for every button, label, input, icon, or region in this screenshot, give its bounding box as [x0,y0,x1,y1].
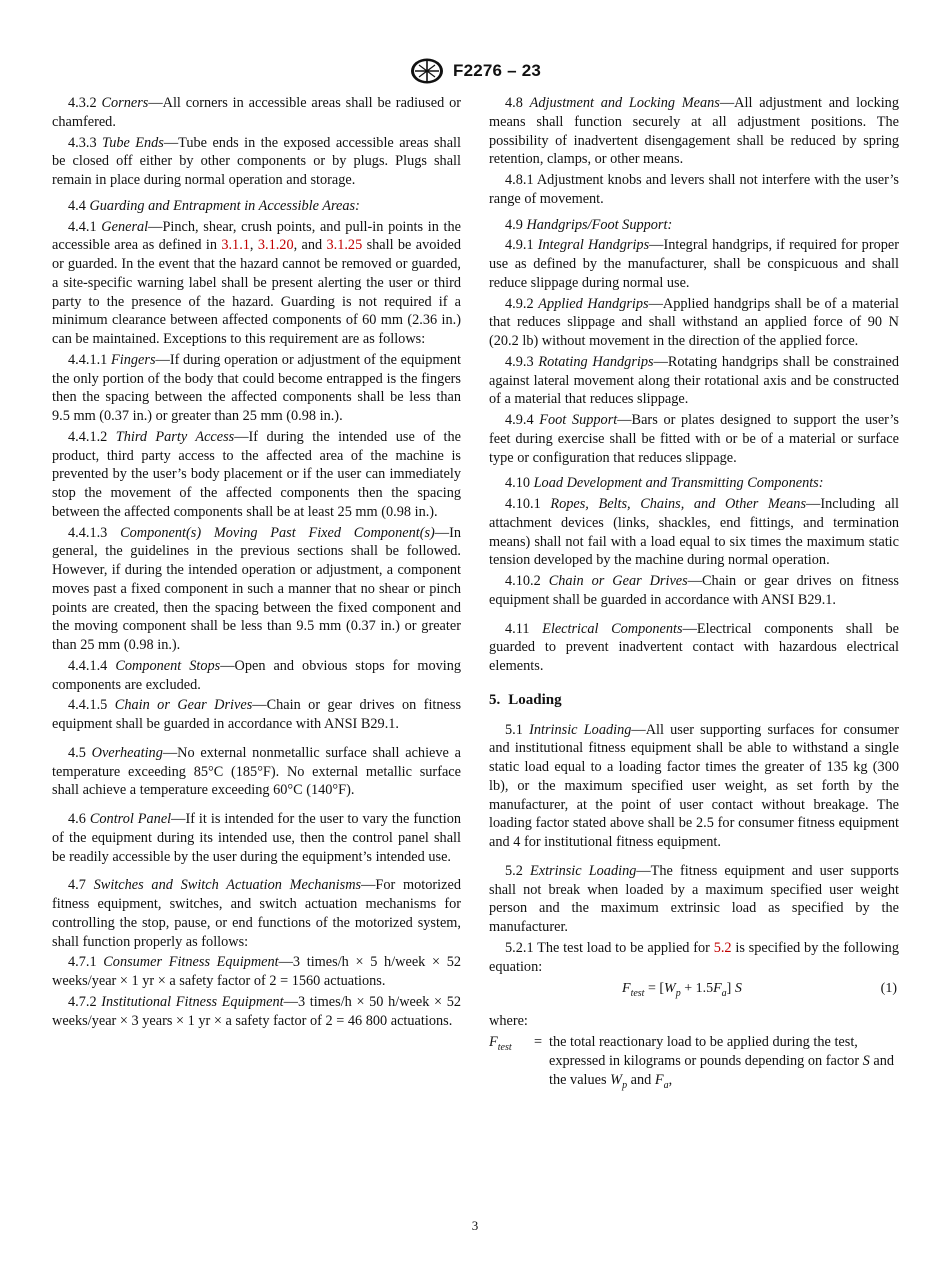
clause-4-9: 4.9 Handgrips/Foot Support: [505,216,673,233]
clause-4-4-1-2: 4.4.1.2 Third Party Access—If during the intended use of the product, third party access to the affected area of the machine is prevented by the user’s body placement or if the user can immediately stop the movement of the affected components then the spacing between the affected components shall be at least 25 mm (0.98 in.). [52,428,461,520]
clause-4-4: 4.4 Guarding and Entrapment in Accessible Areas: [68,197,360,214]
equation-body: $F_{test} = [W_p + 1.5F_a]$ S [622,981,742,1000]
left-column [52,94,461,1030]
clause-4-3-3: 4.3.3 Tube Ends—Tube ends in the exposed accessible areas shall be closed off either by other components or by plugs. Plugs shall remain in place during normal operation and storage. [52,134,461,188]
definition-f-test [489,1033,899,1095]
clause-4-7-2: 4.7.2 Institutional Fitness Equipment—3 times/h × 50 h/week × 52 weeks/year × 3 years × 1 yr × a safety factor of 2 = 46 800 actuations. [52,993,462,1029]
right-column [489,94,899,1095]
equation-number: (1) [880,981,897,997]
astm-logo-icon [409,57,445,85]
where-label: where: [489,1013,528,1030]
clause-4-8: 4.8 Adjustment and Locking Means—All adjustment and locking means shall function securely at all adjustment positions. The possibility of inadvertent disengagement shall be reduced by spring retention, clamps, or other means. [489,95,899,168]
section-heading-loading: 5. Loading [489,691,562,708]
clause-4-6: 4.6 Control Panel—If it is intended for the user to vary the function of the equipment during its intended use, then the control panel shall be readily accessible by the user during the equipment’s intended use. [52,811,461,865]
equation-1 [489,980,899,1004]
clause-4-4-1-4: 4.4.1.4 Component Stops—Open and obvious stops for moving components are excluded. [52,657,462,693]
ref-5-2[interactable]: 5.2 [713,939,732,956]
clause-4-9-3: 4.9.3 Rotating Handgrips—Rotating handgrips shall be constrained against lateral movement along their rotational axis and be constructed of a material that reduces slippage. [489,353,899,408]
clause-4-3-2: 4.3.2 Corners—All corners in accessible areas shall be radiused or chamfered. [52,95,461,130]
clause-5-2-1: 5.2.1 The test load to be applied for 5.2 is specified by the following equation: [489,939,899,975]
ref-3-1-1[interactable]: 3.1.1 [221,237,250,254]
clause-4-10-2: 4.10.2 Chain or Gear Drives—Chain or gear drives on fitness equipment shall be guarded in accordance with ANSI B29.1. [489,573,899,608]
clause-4-7: 4.7 Switches and Switch Actuation Mechanisms—For motorized fitness equipment, switches, and switch actuation mechanisms for controlling the stop, pause, or end functions of the motorized system, shall function properly as follows: [52,877,461,950]
clause-4-8-1: 4.8.1 Adjustment knobs and levers shall not interfere with the user’s range of movement. [489,172,899,207]
ref-3-1-20[interactable]: 3.1.20 [257,237,294,254]
ref-3-1-25[interactable]: 3.1.25 [326,237,363,254]
standard-designation: F2276 – 23 [452,61,541,80]
clause-4-4-1-5: 4.4.1.5 Chain or Gear Drives—Chain or gear drives on fitness equipment shall be guarded in accordance with ANSI B29.1. [52,697,462,732]
clause-4-5: 4.5 Overheating—No external nonmetallic surface shall achieve a temperature exceeding 85°C (185°F). No external metallic surface shall achieve a temperature exceeding 60°C (140°F). [52,744,461,799]
definition-term: $F_{test}$ [489,1034,512,1053]
clause-5-1: 5.1 Intrinsic Loading—All user supporting surfaces for consumer and institutional fitness equipment shall be able to withstand a single static load equal to a loading factor times the greater of 135 kg (300 lb), or the maximum specified user weight, as set forth by the manufacturer, at the point of user contact without breakage. The loading factor stated above shall be 2.5 for consumer fitness equipment and 4 for institutional fitness equipment. [489,721,899,850]
page-number: 3 [471,1218,479,1233]
clause-4-11: 4.11 Electrical Components—Electrical components shall be guarded to prevent inadvertent contact with hazardous electrical elements. [489,620,899,674]
definition-text: the total reactionary load to be applied during the test, expressed in kilograms or pounds depending on factor S and the values $W_p$ and $F_a$, [549,1034,895,1091]
clause-4-4-1-3: 4.4.1.3 Component(s) Moving Past Fixed Component(s)—In general, the guidelines in the previous sections shall be followed. However, if during the intended operation or adjustment, a component moves past a fixed component in such a manner that no shear or pinch points are created, then the spacing between the fixed component and the moving component shall be less than 9.5 mm (0.37 in.) or greater than 25 mm (0.98 in.). [52,524,461,653]
clause-4-4-1-1: 4.4.1.1 Fingers—If during operation or adjustment of the equipment the only portion of the body that could become entrapped is the fingers then the spacing between the affected components shall be less than 9.5 mm (0.37 in.) or greater than 25 mm (0.98 in.). [52,351,462,424]
clause-4-4-1: 4.4.1 General—Pinch, shear, crush points, and pull-in points in the accessible area as defined in 3.1.1, 3.1.20, and 3.1.25 shall be avoided or guarded. In the event that the hazard cannot be removed or guarded, a site-specific warning label shall be present alerting the user or third party to the presence of the hazard. Guarding is not required if a minimum clearance between affected components of 60 mm (2.36 in.) can be maintained. Exceptions to this requirement are as follows: [52,218,461,347]
definition-equals: = [533,1034,543,1050]
clause-5-2: 5.2 Extrinsic Loading—The fitness equipment and user supports shall not break when loaded by a maximum specified user weight person and the maximum extrinsic load as specified by the manufacturer. [489,862,899,935]
clause-4-9-2: 4.9.2 Applied Handgrips—Applied handgrips shall be of a material that reduces slippage and shall withstand an applied force of 90 N (20.2 lb) without movement in the direction of the applied force. [489,295,900,349]
clause-4-10-1: 4.10.1 Ropes, Belts, Chains, and Other Means—Including all attachment devices (links, shackles, end fittings, and termination means) shall not fail with a load equal to six times the maximum static tension developed by the machine during normal operation. [489,496,899,569]
clause-4-10: 4.10 Load Development and Transmitting Components: [505,475,824,492]
clause-4-9-1: 4.9.1 Integral Handgrips—Integral handgrips, if required for proper use as defined by the manufacturer, shall be conspicuous and shall reduce slippage during normal use. [489,237,899,291]
page-header [0,56,950,86]
clause-4-7-1: 4.7.1 Consumer Fitness Equipment—3 times/h × 5 h/week × 52 weeks/year × 1 yr × a safety factor of 2 = 1560 actuations. [52,954,462,989]
clause-4-9-4: 4.9.4 Foot Support—Bars or plates designed to support the user’s feet during exercise shall be fitted with or be of a material or surface type or configuration that reduces slippage. [489,412,899,466]
